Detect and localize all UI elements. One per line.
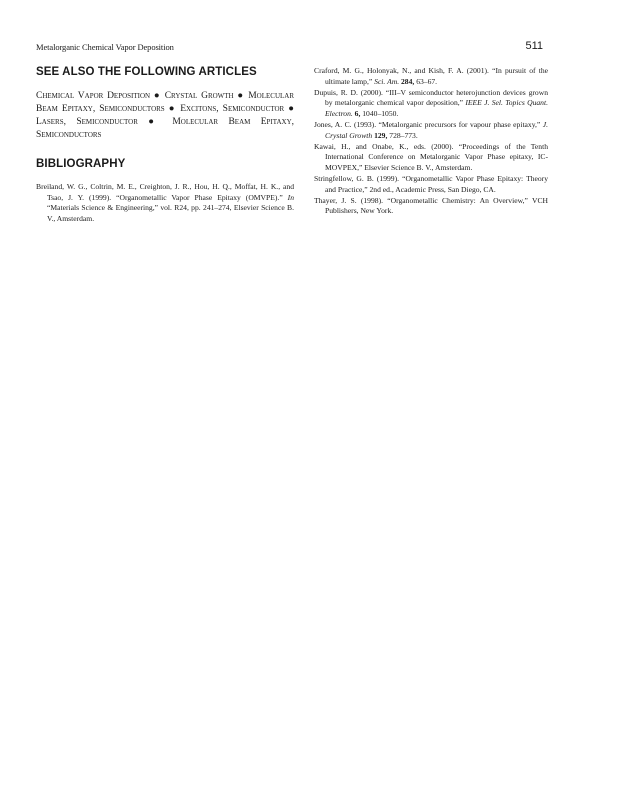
reference-text: 63–67.: [414, 76, 438, 86]
see-also-list: [36, 90, 294, 142]
reference-text: Dupuis, R. D. (2000). “III–V semiconductor heterojunction devices grown by metalorganic chemical vapor deposition,”: [314, 87, 548, 108]
bullet-icon: ●: [237, 91, 245, 101]
volume-number: 284,: [399, 76, 415, 86]
reference-entry: [314, 174, 548, 195]
see-also-link[interactable]: Lasers, Semiconductor: [36, 117, 138, 127]
reference-entry: [314, 142, 548, 174]
bullet-icon: ●: [168, 104, 177, 114]
left-column: [36, 66, 294, 225]
reference-text: Craford, M. G., Holonyak, N., and Kish, F. A. (2001). “In pursuit of the ultimate lamp,”: [314, 66, 548, 86]
see-also-link[interactable]: Excitons, Semiconductor: [180, 104, 285, 114]
reference-text: Breiland, W. G., Coltrin, M. E., Creighton, J. R., Hou, H. Q., Moffat, H. K., and Tsao, J. Y. (1999). “Organometallic Vapor Phase Epitaxy (OMVPE).”: [36, 182, 294, 202]
see-also-link[interactable]: Molecular Beam Epitaxy, Semiconductors: [36, 117, 294, 140]
running-head: Metalorganic Chemical Vapor Deposition: [36, 42, 174, 52]
reference-entry: [36, 182, 294, 224]
journal-name: IEEE J. Sel. Topics Quant. Electron.: [325, 98, 548, 118]
right-column: [314, 66, 548, 217]
see-also-link[interactable]: Chemical Vapor Deposition: [36, 91, 151, 101]
volume-number: 6,: [352, 108, 361, 118]
reference-text: Thayer, J. S. (1998). “Organometallic Chemistry: An Overview,” VCH Publishers, New York.: [314, 195, 548, 216]
reference-text: 1040–1050.: [360, 108, 399, 118]
bibliography-left: [36, 182, 294, 224]
see-also-link[interactable]: Molecular Beam Epitaxy, Semiconductors: [36, 91, 294, 114]
bullet-icon: ●: [148, 117, 162, 127]
reference-entry: [314, 66, 548, 87]
journal-name: J. Crystal Growth: [325, 119, 548, 140]
bullet-icon: ●: [288, 104, 295, 114]
reference-text: Kawai, H., and Onabe, K., eds. (2000). “Proceedings of the Tenth International Conference on Metalorganic Vapor Phase epitaxy, IC-MOVPEX,” Elsevier Science B. V., Amsterdam.: [314, 141, 548, 172]
reference-text: “Materials Science & Engineering,” vol. R24, pp. 241–274, Elsevier Science B. V., Amsterdam.: [47, 203, 294, 223]
see-also-heading: SEE ALSO THE FOLLOWING ARTICLES: [36, 66, 257, 78]
bibliography-heading: BIBLIOGRAPHY: [36, 158, 126, 170]
see-also-link[interactable]: Crystal Growth: [164, 91, 234, 101]
reference-italic: In: [287, 192, 294, 202]
reference-entry: [314, 88, 548, 120]
reference-text: 728–773.: [387, 130, 418, 140]
reference-entry: [314, 196, 548, 217]
reference-text: Stringfellow, G. B. (1999). “Organometallic Vapor Phase Epitaxy: Theory and Practice,” 2nd ed., Academic Press, San Diego, CA.: [314, 173, 548, 194]
reference-entry: [314, 120, 548, 141]
reference-text: Jones, A. C. (1993). “Metalorganic precursors for vapour phase epitaxy,”: [314, 119, 543, 129]
bullet-icon: ●: [153, 91, 161, 101]
bibliography-right: [314, 66, 548, 217]
page-number: 511: [525, 40, 543, 52]
volume-number: 129,: [372, 130, 388, 140]
journal-name: Sci. Am.: [374, 76, 400, 86]
